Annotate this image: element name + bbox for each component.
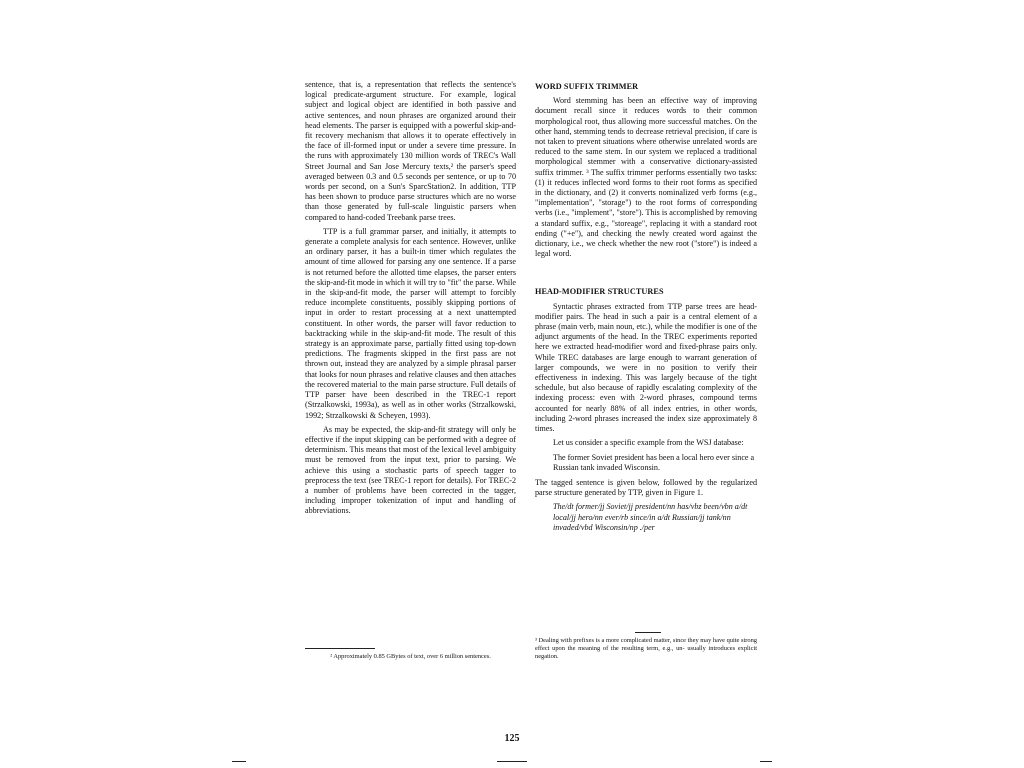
crop-mark-left (232, 761, 246, 762)
right-paragraph-4: The tagged sentence is given below, followed by the regularized parse structure generated by TTP, given in Figure 1. (535, 477, 757, 498)
crop-mark-right (760, 761, 772, 762)
footnote-rule-right (635, 632, 661, 633)
section-heading-head-modifier: HEAD-MODIFIER STRUCTURES (535, 287, 664, 297)
footnote-2: ² Approximately 0.85 GBytes of text, over 6 million sentences. (330, 653, 491, 660)
section-heading-word-suffix-trimmer: WORD SUFFIX TRIMMER (535, 82, 639, 91)
right-paragraph-2: Syntactic phrases extracted from TTP parse trees are head-modifier pairs. The head in such a pair is a central element of a phrase (main verb, main noun, etc.), while the modifier is one of the adjunct arguments of the head. In the TREC experiments reported here we extracted head-modifier word and fixed-phrase pairs only. While TREC databases are large enough to warrant generation of larger compounds, we were in no position to verify their effectiveness in indexing. This was largely because of the tight schedule, but also because of rapidly escalating complexity of the indexing process: even with 2-word phrases, compound terms accounted for nearly 88% of all index entries, in other words, including 2-word phrases increased the index size approximately 8 times. (535, 301, 757, 434)
footnote-3: ³ Dealing with prefixes is a more complicated matter, since they may have quite strong effect upon the meaning of the resulting term, e.g., un- usually introduces explicit negation. (535, 637, 757, 660)
right-column (535, 80, 757, 538)
footnote-left (305, 648, 516, 661)
footnote-rule-left (305, 648, 375, 649)
right-paragraph-1: Word stemming has been an effective way of improving document recall since it reduces words to their common morphological root, thus allowing more successful matches. On the other hand, stemming tends to decrease retrieval precision, if care is not taken to prevent situations where otherwise unrelated words are reduced to the same stem. In our system we replaced a traditional morphological stemmer with a conservative dictionary-assisted suffix trimmer. ³ The suffix trimmer performs essentially two tasks: (1) it reduces inflected word forms to their root forms as specified in the dictionary, and (2) it converts nominalized verb forms (e.g., "implementation", "storage") to the root forms of corresponding verbs (i.e., "implement", "store"). This is accomplished by removing a standard suffix, e.g., "storeage", replacing it with a standard root ending ("+e"), and checking the newly created word against the dictionary, i.e., we check whether the new root ("store") is indeed a legal word. (535, 96, 757, 259)
footnote-right (535, 632, 757, 661)
tagged-sentence: The/dt former/jj Soviet/jj president/nn has/vbz been/vbn a/dt local/jj hero/nn ever/rb since/in a/dt Russian/jj tank/nn invaded/vbd Wisconsin/np ./per (553, 502, 748, 532)
right-paragraph-3: Let us consider a specific example from the WSJ database: (553, 438, 744, 448)
left-paragraph-2: TTP is a full grammar parser, and initially, it attempts to generate a complete analysis for each sentence. However, unlike an ordinary parser, it has a built-in timer which regulates the amount of time allowed for parsing any one sentence. If a parse is not returned before the allotted time elapses, the parser enters the skip-and-fit mode in which it will try to "fit" the parse. While in the skip-and-fit mode, the parser will attempt to forcibly reduce incomplete constituents, possibly skipping portions of input in order to restart processing at a next unattempted constituent. In other words, the parser will favor reduction to backtracking while in the skip-and-fit mode. The result of this strategy is an approximate parse, partially fitted using top-down predictions. The fragments skipped in the first pass are not thrown out, instead they are analyzed by a simple phrasal parser that looks for noun phrases and relative clauses and then attaches the recovered material to the main parse structure. Full details of TTP parser have been described in the TREC-1 report (Strzalkowski, 1993a), as well as in other works (Strzalkowski, 1992; Strzalkowski & Scheyen, 1993). (305, 226, 516, 420)
left-column (305, 80, 516, 521)
crop-mark-center (497, 761, 527, 762)
left-paragraph-1: sentence, that is, a representation that reflects the sentence's logical predicate-argument structure. For example, logical subject and logical object are identified in both passive and active sentences, and noun phrases are organized around their head elements. The parser is equipped with a powerful skip-and-fit recovery mechanism that allows it to operate effectively in the face of ill-formed input or under a severe time pressure. In the runs with approximately 130 million words of TREC's Wall Street Journal and San Jose Mercury texts,² the parser's speed averaged between 0.3 and 0.5 seconds per sentence, or up to 70 words per second, on a Sun's SparcStation2. In addition, TTP has been shown to produce parse structures which are no worse than those generated by full-scale linguistic parsers when compared to hand-coded Treebank parse trees. (305, 80, 516, 222)
example-sentence: The former Soviet president has been a local hero ever since a Russian tank invaded Wisconsin. (553, 452, 755, 472)
page-number: 125 (504, 733, 520, 744)
left-paragraph-3: As may be expected, the skip-and-fit strategy will only be effective if the input skipping can be performed with a degree of determinism. This means that most of the lexical level ambiguity must be removed from the input text, prior to parsing. We achieve this using a stochastic parts of speech tagger to preprocess the text (see TREC-1 report for details). For TREC-2 a number of problems have been corrected in the tagger, including improper tokenization of input and handling of abbreviations. (305, 424, 516, 516)
